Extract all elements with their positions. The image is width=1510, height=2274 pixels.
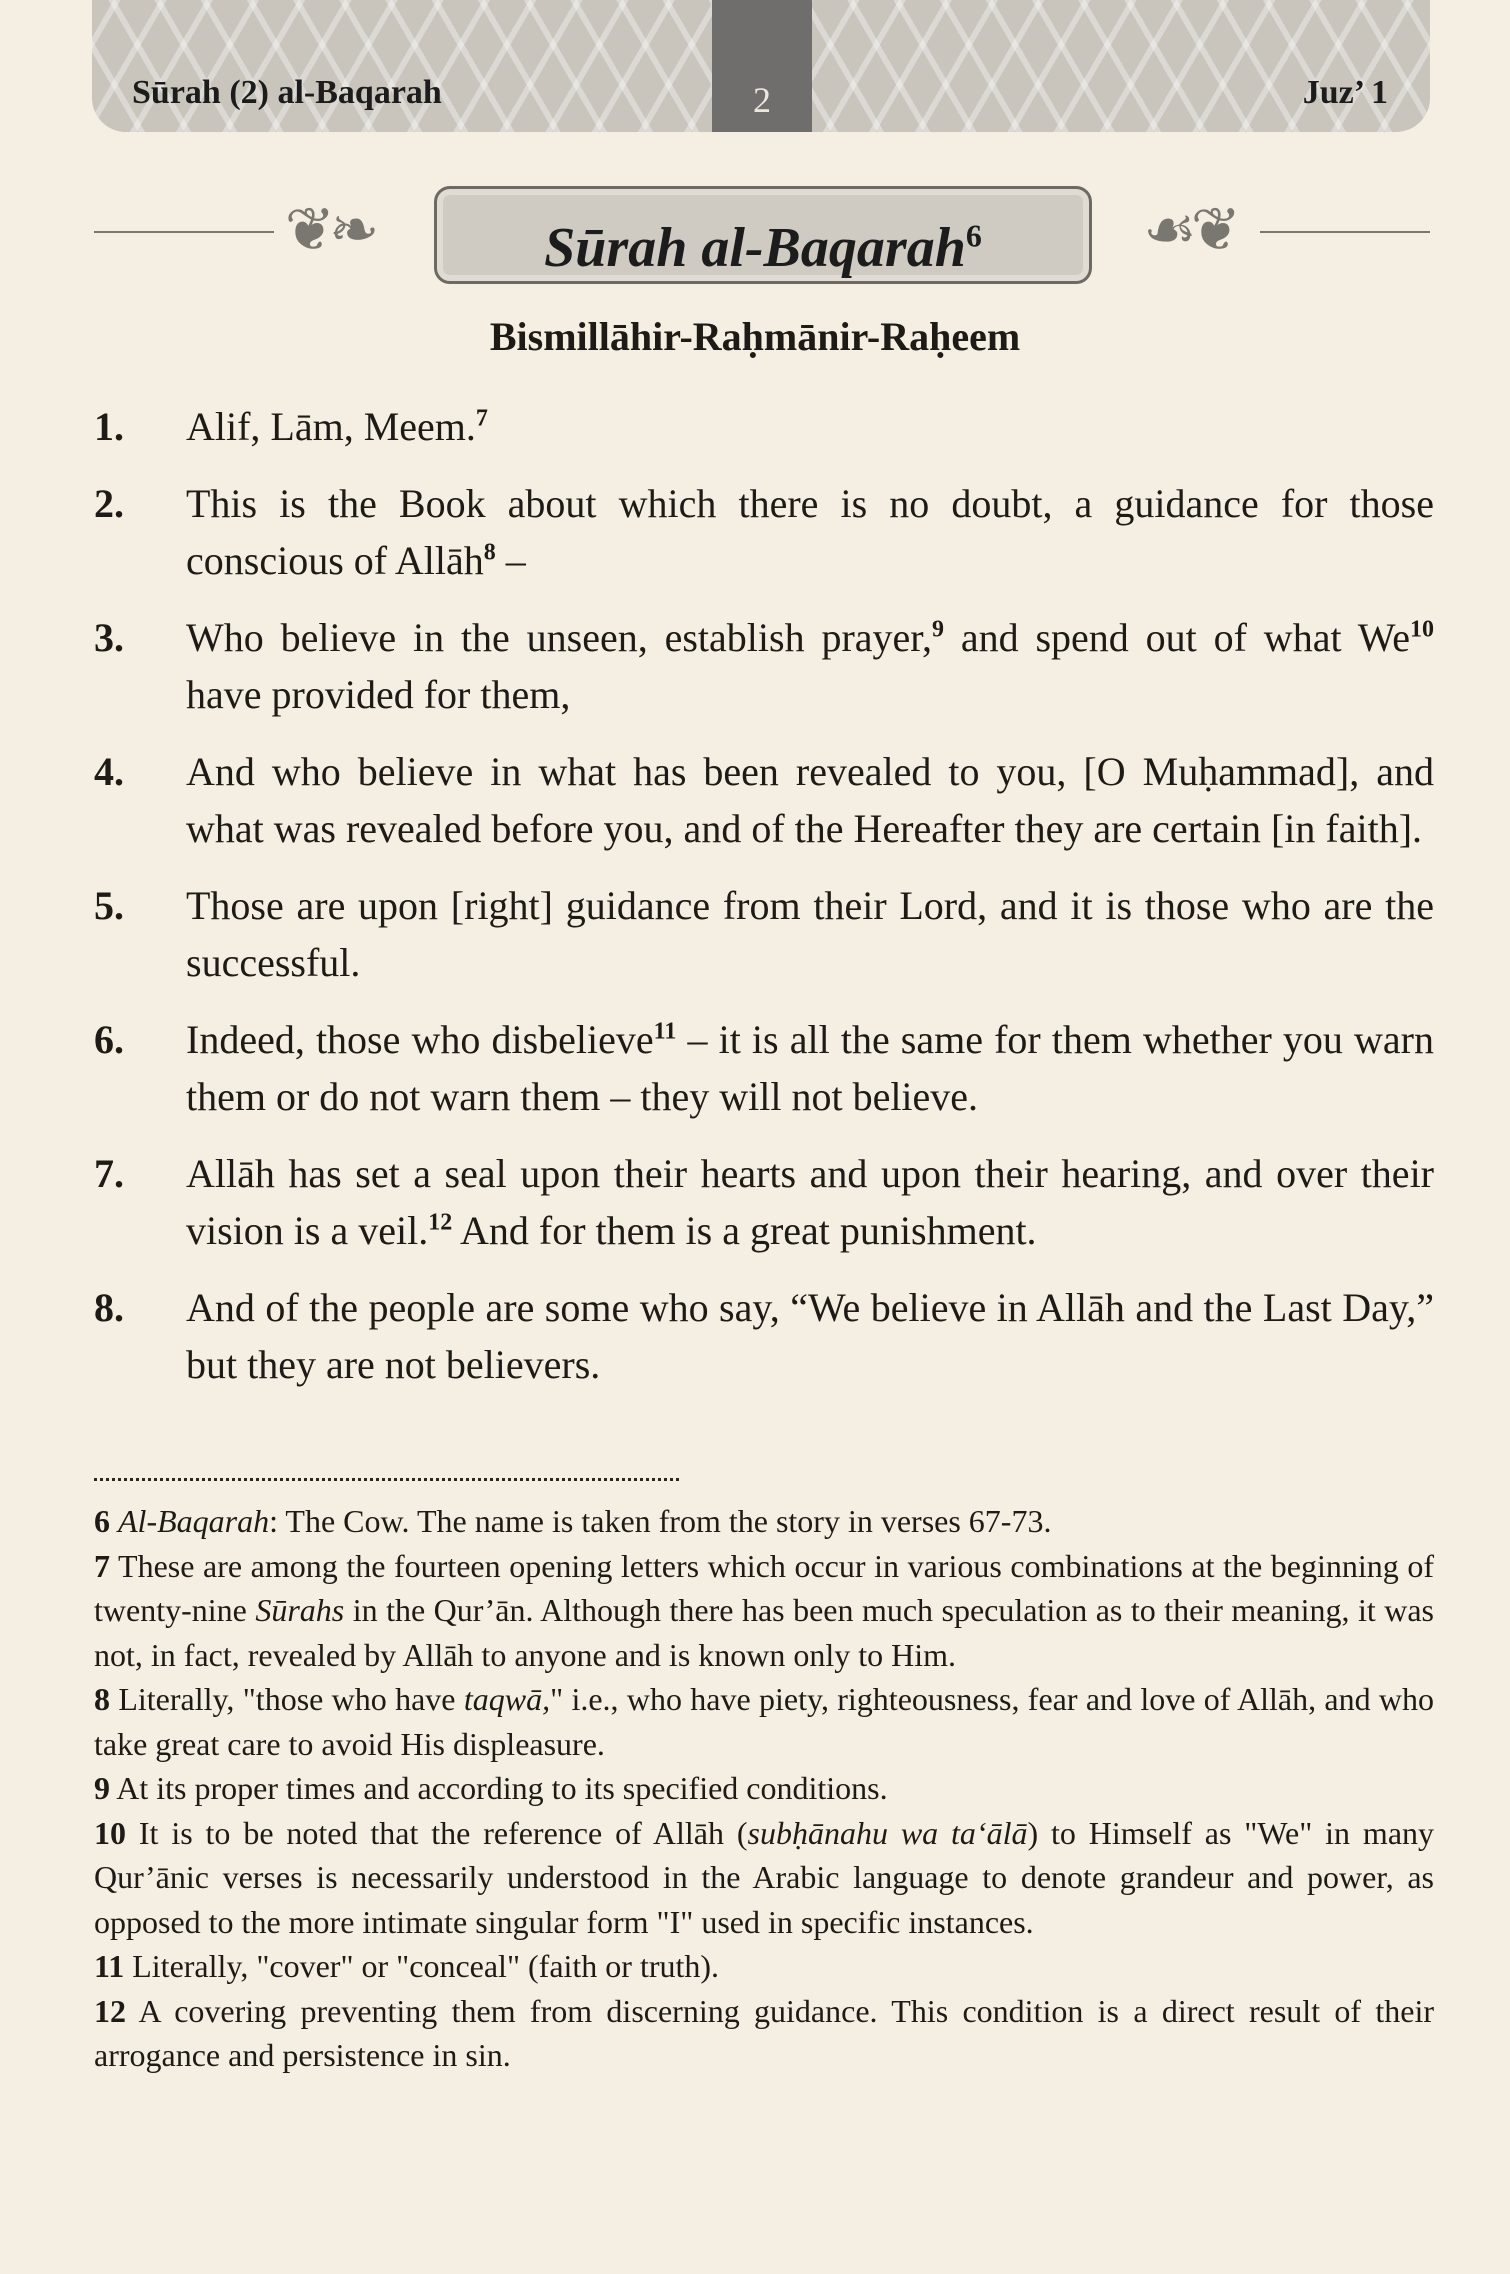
verse [94, 1011, 1434, 1125]
verse [94, 877, 1434, 991]
footnote [94, 1499, 1434, 1544]
title-rule-right [1260, 231, 1430, 233]
italic-term: subḥānahu wa ta‘ālā [747, 1814, 1028, 1851]
text-run: Those are upon [right] guidance from their Lord, and it is those who are the successful. [186, 883, 1434, 985]
text-run: And of the people are some who say, “We believe in Allāh and the Last Day,” but they are not believers. [186, 1285, 1434, 1387]
footnote [94, 1766, 1434, 1811]
bismillah: Bismillāhir-Raḥmānir-Raḥeem [489, 314, 1021, 359]
verse-number: 7. [94, 1151, 124, 1196]
text-run: Indeed, those who disbelieve [186, 1017, 654, 1062]
surah-title [544, 217, 982, 279]
text-run: have provided for them, [186, 672, 571, 717]
verse-number: 3. [94, 615, 124, 660]
footnote-separator [94, 1478, 679, 1481]
footnote-number: 7 [94, 1547, 110, 1584]
verse-text [186, 475, 1434, 589]
italic-term: taqwā, [463, 1681, 551, 1717]
arabesque-ornament-right-icon: ☙❦ [1142, 197, 1236, 263]
footnote-list [94, 1499, 1434, 2078]
footnote-number: 8 [94, 1681, 110, 1717]
verse-text [186, 1145, 1434, 1259]
text-run: in the Qur’ān. Although there has been much speculation as to their meaning, it was not, in fact, revealed by Allāh to anyone and is known only to Him. [94, 1592, 1435, 1673]
verse-text [186, 877, 1434, 991]
text-run: ) to Himself as "We" in many Qur’ānic verses is necessarily understood in the Arabic language to denote grandeur and power, as opposed to the more intimate singular form "I" used in specific instances. [94, 1814, 1435, 1940]
text-run: Literally, "cover" or "conceal" (faith or truth). [132, 1948, 720, 1984]
verse [94, 1145, 1434, 1259]
footnote [94, 1811, 1434, 1945]
verse-text [186, 1279, 1434, 1393]
verse [94, 743, 1434, 857]
footnote [94, 1677, 1434, 1766]
verse-text [186, 1011, 1434, 1125]
verse-number: 1. [94, 404, 124, 449]
footnote-ref: 9 [932, 616, 944, 643]
text-run: And for them is a great punishment. [452, 1208, 1037, 1253]
text-run: Who believe in the unseen, establish prayer, [186, 615, 932, 660]
verse-number: 4. [94, 749, 124, 794]
footnote-ref: 11 [653, 1018, 677, 1045]
verse-number: 5. [94, 883, 124, 928]
footnote-ref: 12 [428, 1209, 453, 1236]
verse-text [186, 743, 1434, 857]
footnote-ref: 10 [1410, 616, 1435, 643]
text-run: At its proper times and according to its specified conditions. [116, 1770, 888, 1806]
footnote-number: 9 [94, 1770, 110, 1806]
footnote-ref: 8 [483, 539, 496, 566]
surah-title-cartouche [434, 186, 1092, 284]
footnote-number: 6 [94, 1503, 110, 1539]
italic-term: Sūrahs [255, 1592, 345, 1628]
text-run: And who believe in what has been revealed to you, [O Muḥammad], and what was revealed before you, and of the Hereafter they are certain [in faith]. [186, 749, 1434, 851]
text-run: " i.e., who have piety, righteousness, fear and love of Allāh, and who take great care to avoid His displeasure. [94, 1681, 1435, 1762]
text-run: These are among the fourteen opening letters which occur in various combinations at the beginning of twenty-nine [94, 1547, 1435, 1628]
verse-text [186, 398, 1434, 455]
text-run: This is the Book about which there is no doubt, a guidance for those conscious of Allāh [186, 481, 1434, 583]
italic-term: Al-Baqarah [118, 1503, 270, 1539]
verse [94, 398, 1434, 455]
verse-text [186, 609, 1434, 723]
text-run: – it is all the same for them whether you warn them or do not warn them – they will not believe. [186, 1017, 1434, 1119]
footnote-number: 12 [94, 1992, 126, 2029]
text-run: A covering preventing them from discerning guidance. This condition is a direct result of their arrogance and persistence in sin. [94, 1992, 1435, 2073]
surah-title-text: Sūrah al-Baqarah [544, 216, 966, 279]
verse [94, 1279, 1434, 1393]
verse-number: 2. [94, 481, 124, 526]
text-run: Literally, "those who have [118, 1681, 464, 1717]
verse [94, 475, 1434, 589]
text-run: Alif, Lām, Meem. [186, 404, 476, 449]
footnote-ref: 7 [475, 405, 488, 432]
text-run: It is to be noted that the reference of Allāh ( [138, 1814, 748, 1851]
verse-number: 6. [94, 1017, 124, 1062]
footnote-number: 11 [94, 1948, 125, 1984]
footnote [94, 1544, 1434, 1678]
footnote-number: 10 [94, 1814, 126, 1851]
title-footnote-ref: 6 [965, 217, 982, 253]
text-run: Allāh has set a seal upon their hearts and upon their hearing, and over their vision is a veil. [186, 1151, 1434, 1253]
text-run: : The Cow. The name is taken from the story in verses 67-73. [269, 1503, 1052, 1539]
page-number: 2 [712, 0, 812, 132]
footnote [94, 1944, 1434, 1989]
arabesque-ornament-left-icon: ❦❧ [284, 197, 374, 263]
text-run: and spend out of what We [944, 615, 1411, 660]
verse-list [94, 398, 1434, 1413]
verse-number: 8. [94, 1285, 124, 1330]
surah-running-head: Sūrah (2) al-Baqarah [132, 74, 442, 111]
juz-running-head: Juz’ 1 [1302, 74, 1388, 111]
verse [94, 609, 1434, 723]
footnote [94, 1989, 1434, 2078]
text-run: – [495, 538, 526, 583]
